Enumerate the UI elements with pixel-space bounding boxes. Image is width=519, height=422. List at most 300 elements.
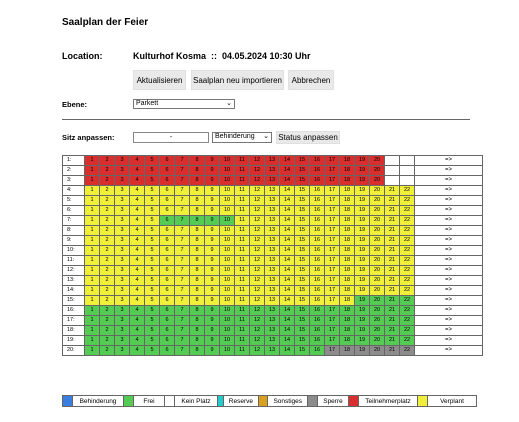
row-arrow-link[interactable]: => (415, 326, 483, 336)
seat[interactable]: 10 (220, 306, 235, 316)
seat[interactable]: 5 (145, 176, 160, 186)
seat[interactable]: 9 (205, 256, 220, 266)
seat[interactable]: 14 (280, 306, 295, 316)
seat[interactable]: 6 (160, 346, 175, 356)
seat[interactable]: 5 (145, 216, 160, 226)
seat[interactable]: 10 (220, 246, 235, 256)
seat[interactable]: 3 (115, 306, 130, 316)
seat[interactable]: 10 (220, 216, 235, 226)
seat[interactable]: 14 (280, 336, 295, 346)
seat[interactable]: 3 (115, 316, 130, 326)
seat[interactable]: 18 (340, 286, 355, 296)
seat[interactable]: 1 (85, 176, 100, 186)
seat[interactable]: 8 (190, 266, 205, 276)
seat[interactable]: 20 (370, 216, 385, 226)
seat[interactable]: 8 (190, 176, 205, 186)
seat[interactable]: 4 (130, 336, 145, 346)
seat[interactable]: 7 (175, 286, 190, 296)
seat[interactable]: 3 (115, 256, 130, 266)
seat[interactable]: 14 (280, 246, 295, 256)
seat[interactable]: 21 (385, 296, 400, 306)
seat[interactable]: 12 (250, 316, 265, 326)
seat[interactable]: 4 (130, 196, 145, 206)
seat[interactable]: 1 (85, 326, 100, 336)
seat[interactable]: 1 (85, 216, 100, 226)
seat[interactable]: 17 (325, 346, 340, 356)
seat[interactable]: 20 (370, 186, 385, 196)
seat[interactable]: 16 (310, 226, 325, 236)
seat[interactable]: 12 (250, 256, 265, 266)
seat[interactable]: 7 (175, 256, 190, 266)
seat[interactable]: 8 (190, 296, 205, 306)
seat[interactable]: 5 (145, 236, 160, 246)
seat[interactable]: 11 (235, 266, 250, 276)
seat[interactable]: 21 (385, 236, 400, 246)
seat[interactable]: 9 (205, 286, 220, 296)
seat[interactable]: 13 (265, 216, 280, 226)
seat[interactable]: 15 (295, 296, 310, 306)
seat[interactable]: 10 (220, 276, 235, 286)
seat[interactable]: 9 (205, 176, 220, 186)
seat[interactable]: 7 (175, 246, 190, 256)
row-arrow-link[interactable]: => (415, 176, 483, 186)
seat[interactable]: 11 (235, 196, 250, 206)
seat[interactable]: 15 (295, 316, 310, 326)
seat[interactable]: 13 (265, 286, 280, 296)
seat[interactable]: 20 (370, 286, 385, 296)
seat[interactable]: 3 (115, 246, 130, 256)
seat[interactable]: 9 (205, 276, 220, 286)
seat[interactable]: 10 (220, 186, 235, 196)
seat[interactable]: 8 (190, 336, 205, 346)
seat[interactable]: 1 (85, 196, 100, 206)
seat[interactable]: 1 (85, 166, 100, 176)
seat[interactable]: 4 (130, 246, 145, 256)
seat[interactable]: 22 (400, 206, 415, 216)
seat[interactable]: 11 (235, 336, 250, 346)
seat[interactable]: 1 (85, 246, 100, 256)
seat[interactable]: 17 (325, 266, 340, 276)
seat[interactable]: 4 (130, 276, 145, 286)
seat[interactable]: 16 (310, 246, 325, 256)
seat[interactable]: 2 (100, 266, 115, 276)
seat[interactable]: 7 (175, 276, 190, 286)
seat[interactable]: 17 (325, 236, 340, 246)
seat[interactable]: 9 (205, 296, 220, 306)
seat[interactable]: 1 (85, 186, 100, 196)
seat[interactable]: 22 (400, 216, 415, 226)
seat[interactable]: 12 (250, 206, 265, 216)
seat[interactable]: 10 (220, 206, 235, 216)
seat[interactable]: 18 (340, 206, 355, 216)
seat[interactable]: 18 (340, 306, 355, 316)
seat[interactable]: 9 (205, 216, 220, 226)
seat[interactable]: 18 (340, 166, 355, 176)
seat[interactable]: 10 (220, 326, 235, 336)
seat[interactable]: 8 (190, 246, 205, 256)
seat[interactable]: 7 (175, 346, 190, 356)
seat[interactable]: 1 (85, 286, 100, 296)
seat[interactable]: 7 (175, 306, 190, 316)
seat[interactable]: 22 (400, 226, 415, 236)
seat[interactable]: 8 (190, 186, 205, 196)
row-arrow-link[interactable]: => (415, 336, 483, 346)
seat[interactable]: 19 (355, 166, 370, 176)
seat[interactable]: 18 (340, 316, 355, 326)
seat[interactable]: 10 (220, 166, 235, 176)
seat[interactable]: 9 (205, 266, 220, 276)
seat[interactable]: 6 (160, 166, 175, 176)
seat[interactable]: 19 (355, 246, 370, 256)
seat[interactable]: 18 (340, 326, 355, 336)
seat[interactable]: 18 (340, 246, 355, 256)
seat[interactable]: 10 (220, 336, 235, 346)
seat[interactable]: 3 (115, 176, 130, 186)
seat[interactable]: 3 (115, 286, 130, 296)
seat[interactable]: 13 (265, 266, 280, 276)
status-select[interactable] (212, 132, 272, 143)
seat[interactable]: 2 (100, 166, 115, 176)
seat[interactable]: 21 (385, 216, 400, 226)
row-arrow-link[interactable]: => (415, 186, 483, 196)
seat[interactable]: 20 (370, 226, 385, 236)
seat[interactable]: 1 (85, 306, 100, 316)
seat[interactable]: 7 (175, 216, 190, 226)
row-arrow-link[interactable]: => (415, 286, 483, 296)
seat[interactable]: 7 (175, 326, 190, 336)
seat[interactable]: 19 (355, 236, 370, 246)
seat[interactable]: 8 (190, 256, 205, 266)
seat[interactable]: 11 (235, 286, 250, 296)
seat[interactable]: 3 (115, 236, 130, 246)
seat[interactable]: 8 (190, 316, 205, 326)
seat[interactable]: 19 (355, 256, 370, 266)
seat[interactable]: 21 (385, 266, 400, 276)
seat[interactable]: 5 (145, 256, 160, 266)
seat[interactable]: 13 (265, 256, 280, 266)
seat[interactable]: 6 (160, 276, 175, 286)
seat[interactable]: 9 (205, 246, 220, 256)
seat[interactable]: 2 (100, 226, 115, 236)
seat[interactable]: 8 (190, 216, 205, 226)
seat[interactable]: 19 (355, 326, 370, 336)
seat[interactable]: 20 (370, 346, 385, 356)
seat[interactable]: 8 (190, 196, 205, 206)
seat[interactable]: 16 (310, 306, 325, 316)
seat[interactable]: 5 (145, 276, 160, 286)
seat[interactable]: 22 (400, 296, 415, 306)
seat[interactable]: 3 (115, 336, 130, 346)
row-arrow-link[interactable]: => (415, 256, 483, 266)
seat[interactable]: 13 (265, 246, 280, 256)
row-arrow-link[interactable]: => (415, 276, 483, 286)
seat[interactable]: 21 (385, 346, 400, 356)
seat[interactable]: 11 (235, 296, 250, 306)
seat[interactable]: 2 (100, 336, 115, 346)
seat[interactable]: 2 (100, 326, 115, 336)
seat[interactable]: 12 (250, 166, 265, 176)
seat[interactable]: 17 (325, 166, 340, 176)
seat[interactable]: 2 (100, 316, 115, 326)
seat[interactable]: 19 (355, 276, 370, 286)
row-arrow-link[interactable]: => (415, 316, 483, 326)
seat[interactable]: 14 (280, 206, 295, 216)
seat[interactable]: 16 (310, 196, 325, 206)
seat[interactable]: 4 (130, 176, 145, 186)
seat[interactable]: 17 (325, 296, 340, 306)
seat[interactable]: 20 (370, 166, 385, 176)
seat[interactable]: 18 (340, 156, 355, 166)
seat[interactable]: 8 (190, 346, 205, 356)
seat[interactable]: 18 (340, 336, 355, 346)
seat[interactable]: 1 (85, 236, 100, 246)
seat[interactable]: 11 (235, 316, 250, 326)
seat[interactable]: 13 (265, 196, 280, 206)
seat[interactable]: 22 (400, 336, 415, 346)
seat[interactable]: 3 (115, 206, 130, 216)
seat[interactable]: 22 (400, 196, 415, 206)
seat[interactable]: 18 (340, 216, 355, 226)
seat[interactable]: 9 (205, 316, 220, 326)
seat[interactable]: 22 (400, 266, 415, 276)
seat[interactable]: 9 (205, 226, 220, 236)
seat[interactable]: 17 (325, 336, 340, 346)
seat[interactable]: 15 (295, 186, 310, 196)
seat[interactable]: 3 (115, 186, 130, 196)
seat[interactable]: 12 (250, 246, 265, 256)
seat[interactable]: 6 (160, 256, 175, 266)
seat[interactable]: 16 (310, 236, 325, 246)
seat[interactable]: 15 (295, 286, 310, 296)
seat[interactable]: 5 (145, 186, 160, 196)
seat[interactable]: 6 (160, 206, 175, 216)
seat[interactable]: 6 (160, 266, 175, 276)
seat[interactable]: 10 (220, 256, 235, 266)
seat[interactable]: 15 (295, 236, 310, 246)
seat[interactable]: 6 (160, 336, 175, 346)
seat[interactable]: 16 (310, 346, 325, 356)
seat[interactable]: 5 (145, 246, 160, 256)
seat[interactable]: 20 (370, 316, 385, 326)
seat[interactable]: 4 (130, 166, 145, 176)
seat[interactable]: 2 (100, 276, 115, 286)
seat[interactable]: 7 (175, 336, 190, 346)
seat[interactable]: 21 (385, 306, 400, 316)
seat[interactable]: 16 (310, 296, 325, 306)
seat[interactable]: 18 (340, 296, 355, 306)
seat[interactable]: 9 (205, 336, 220, 346)
seat[interactable]: 2 (100, 306, 115, 316)
seat[interactable]: 6 (160, 196, 175, 206)
seat[interactable]: 16 (310, 326, 325, 336)
seat[interactable]: 21 (385, 256, 400, 266)
seat[interactable]: 17 (325, 216, 340, 226)
seat[interactable]: 4 (130, 226, 145, 236)
seat[interactable]: 22 (400, 236, 415, 246)
seat[interactable]: 4 (130, 216, 145, 226)
seat[interactable]: 5 (145, 336, 160, 346)
seat[interactable]: 8 (190, 276, 205, 286)
seat[interactable]: 10 (220, 346, 235, 356)
seat[interactable]: 14 (280, 296, 295, 306)
seat[interactable]: 6 (160, 226, 175, 236)
seat[interactable]: 18 (340, 196, 355, 206)
seat[interactable]: 13 (265, 346, 280, 356)
row-arrow-link[interactable]: => (415, 166, 483, 176)
seat[interactable]: 18 (340, 236, 355, 246)
seat[interactable]: 20 (370, 306, 385, 316)
seat[interactable]: 19 (355, 206, 370, 216)
seat[interactable]: 15 (295, 196, 310, 206)
seat[interactable]: 3 (115, 326, 130, 336)
seat[interactable]: 7 (175, 196, 190, 206)
seat[interactable]: 17 (325, 186, 340, 196)
seat[interactable]: 5 (145, 316, 160, 326)
seat[interactable]: 12 (250, 286, 265, 296)
seat[interactable]: 1 (85, 346, 100, 356)
seat[interactable]: 11 (235, 256, 250, 266)
seat-input[interactable]: - (133, 132, 209, 143)
seat[interactable]: 3 (115, 196, 130, 206)
seat[interactable]: 14 (280, 326, 295, 336)
seat[interactable]: 14 (280, 346, 295, 356)
seat[interactable]: 16 (310, 166, 325, 176)
seat[interactable]: 4 (130, 156, 145, 166)
seat[interactable]: 18 (340, 226, 355, 236)
seat[interactable]: 12 (250, 326, 265, 336)
seat[interactable]: 5 (145, 266, 160, 276)
seat[interactable]: 22 (400, 256, 415, 266)
seat[interactable]: 9 (205, 156, 220, 166)
seat[interactable]: 14 (280, 196, 295, 206)
seat[interactable]: 4 (130, 316, 145, 326)
seat[interactable]: 22 (400, 186, 415, 196)
seat[interactable]: 9 (205, 206, 220, 216)
seat[interactable]: 7 (175, 186, 190, 196)
seat[interactable]: 1 (85, 296, 100, 306)
seat[interactable]: 16 (310, 176, 325, 186)
row-arrow-link[interactable]: => (415, 236, 483, 246)
seat[interactable]: 3 (115, 216, 130, 226)
seat[interactable]: 2 (100, 176, 115, 186)
seat[interactable]: 14 (280, 186, 295, 196)
seat[interactable]: 1 (85, 156, 100, 166)
seat[interactable]: 4 (130, 256, 145, 266)
seat[interactable]: 1 (85, 316, 100, 326)
seat[interactable]: 12 (250, 156, 265, 166)
seat[interactable]: 22 (400, 326, 415, 336)
seat[interactable]: 3 (115, 346, 130, 356)
seat[interactable]: 8 (190, 226, 205, 236)
seat[interactable]: 6 (160, 286, 175, 296)
seat[interactable]: 15 (295, 176, 310, 186)
seat[interactable]: 1 (85, 206, 100, 216)
seat[interactable]: 9 (205, 346, 220, 356)
seat[interactable]: 8 (190, 236, 205, 246)
refresh-button[interactable]: Aktualisieren (133, 70, 186, 90)
seat[interactable]: 4 (130, 346, 145, 356)
seat[interactable]: 9 (205, 186, 220, 196)
seat[interactable]: 12 (250, 236, 265, 246)
seat[interactable]: 16 (310, 316, 325, 326)
seat[interactable]: 13 (265, 236, 280, 246)
seat[interactable]: 10 (220, 236, 235, 246)
seat[interactable]: 16 (310, 276, 325, 286)
seat[interactable]: 4 (130, 306, 145, 316)
seat[interactable]: 11 (235, 176, 250, 186)
seat[interactable]: 8 (190, 326, 205, 336)
seat[interactable]: 13 (265, 156, 280, 166)
seat[interactable]: 5 (145, 346, 160, 356)
seat[interactable]: 2 (100, 256, 115, 266)
seat[interactable]: 11 (235, 226, 250, 236)
seat[interactable]: 8 (190, 306, 205, 316)
seat[interactable]: 14 (280, 236, 295, 246)
row-arrow-link[interactable]: => (415, 296, 483, 306)
reimport-seatplan-button[interactable]: Saalplan neu importieren (191, 70, 284, 90)
seat[interactable]: 13 (265, 206, 280, 216)
seat[interactable]: 21 (385, 316, 400, 326)
seat[interactable]: 6 (160, 316, 175, 326)
seat[interactable]: 6 (160, 296, 175, 306)
seat[interactable]: 4 (130, 326, 145, 336)
seat[interactable]: 19 (355, 176, 370, 186)
seat[interactable]: 1 (85, 226, 100, 236)
seat[interactable]: 20 (370, 266, 385, 276)
seat[interactable]: 16 (310, 336, 325, 346)
seat[interactable]: 7 (175, 266, 190, 276)
seat[interactable]: 5 (145, 326, 160, 336)
seat[interactable]: 10 (220, 176, 235, 186)
level-select[interactable] (133, 99, 235, 109)
seat[interactable]: 16 (310, 186, 325, 196)
seat[interactable]: 17 (325, 176, 340, 186)
seat[interactable]: 6 (160, 246, 175, 256)
seat[interactable]: 17 (325, 306, 340, 316)
seat[interactable]: 22 (400, 316, 415, 326)
seat[interactable]: 18 (340, 176, 355, 186)
seat[interactable]: 12 (250, 296, 265, 306)
seat[interactable]: 13 (265, 186, 280, 196)
row-arrow-link[interactable]: => (415, 196, 483, 206)
seat[interactable]: 12 (250, 176, 265, 186)
seat[interactable]: 21 (385, 336, 400, 346)
seat[interactable]: 19 (355, 346, 370, 356)
seat[interactable]: 5 (145, 166, 160, 176)
seat[interactable]: 14 (280, 286, 295, 296)
seat[interactable]: 14 (280, 176, 295, 186)
seat[interactable]: 21 (385, 246, 400, 256)
seat[interactable]: 7 (175, 206, 190, 216)
seat[interactable]: 5 (145, 296, 160, 306)
seat[interactable]: 14 (280, 166, 295, 176)
row-arrow-link[interactable]: => (415, 226, 483, 236)
seat[interactable]: 17 (325, 196, 340, 206)
seat[interactable]: 17 (325, 256, 340, 266)
seat[interactable]: 20 (370, 156, 385, 166)
seat[interactable]: 3 (115, 276, 130, 286)
seat[interactable]: 7 (175, 176, 190, 186)
seat[interactable]: 12 (250, 346, 265, 356)
seat[interactable]: 20 (370, 296, 385, 306)
seat[interactable]: 8 (190, 286, 205, 296)
seat[interactable]: 16 (310, 206, 325, 216)
seat[interactable]: 6 (160, 186, 175, 196)
seat[interactable]: 15 (295, 276, 310, 286)
seat[interactable]: 12 (250, 306, 265, 316)
seat[interactable]: 21 (385, 326, 400, 336)
seat[interactable]: 21 (385, 276, 400, 286)
